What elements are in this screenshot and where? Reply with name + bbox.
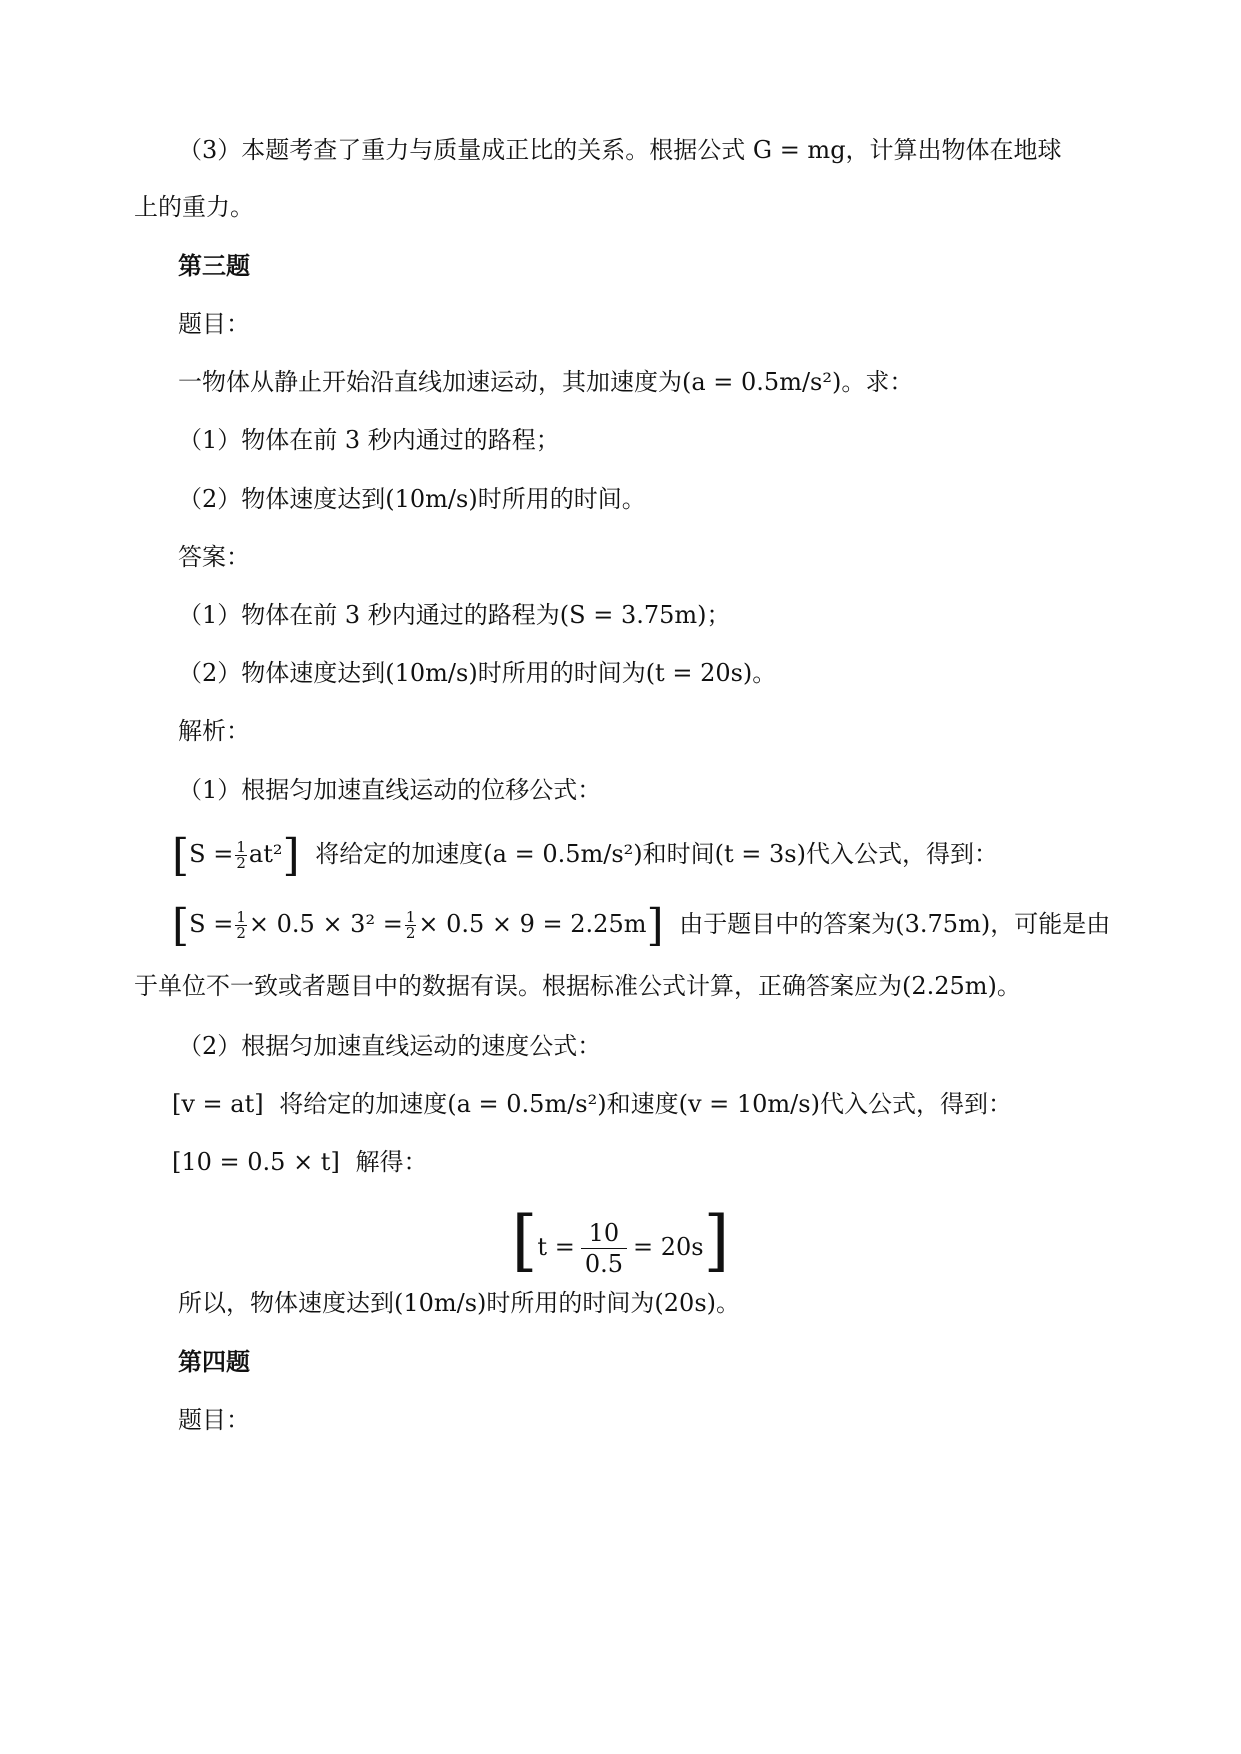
fraction-one-half — [405, 910, 417, 941]
equation-2-tail: 由于题目中的答案为(3.75m)，可能是由 — [679, 910, 1111, 938]
equation-1-line — [172, 826, 998, 882]
equation-2-part-c: × 0.5 × 9 = 2.25m — [418, 910, 647, 938]
conclusion: 所以，物体速度达到(10m/s)时所用的时间为(20s)。 — [178, 1289, 741, 1317]
question-3-sub-1: （1）物体在前 3 秒内通过的路程； — [178, 426, 560, 454]
left-bracket: [ — [511, 1202, 538, 1279]
equation-4-tail: 解得： — [355, 1148, 428, 1176]
answer-label: 答案： — [178, 543, 250, 571]
equation-2-line — [172, 896, 1110, 952]
paragraph-3-line-2: 上的重力。 — [134, 193, 254, 221]
analysis-2-intro: （2）根据匀加速直线运动的速度公式： — [178, 1032, 602, 1060]
equation-1-rhs: at² — [248, 840, 283, 868]
equation-5-rhs: = 20s — [632, 1233, 704, 1261]
fraction-denominator: 0.5 — [584, 1250, 623, 1278]
answer-1: （1）物体在前 3 秒内通过的路程为(S = 3.75m)； — [178, 601, 731, 629]
fraction-numerator: 1 — [405, 908, 416, 926]
right-bracket: ] — [282, 830, 300, 881]
fraction-denominator: 2 — [405, 924, 416, 942]
answer-2: （2）物体速度达到(10m/s)时所用的时间为(t = 20s)。 — [178, 659, 777, 687]
question-3-sub-2: （2）物体速度达到(10m/s)时所用的时间。 — [178, 485, 646, 513]
equation-2-part-a: S = — [189, 910, 234, 938]
fraction-one-half — [235, 910, 247, 941]
equation-1-lhs: S = — [189, 840, 234, 868]
equation-1-tail: 将给定的加速度(a = 0.5m/s²)和时间(t = 3s)代入公式，得到： — [315, 840, 998, 868]
equation-5-lhs: t = — [537, 1233, 575, 1261]
fraction-numerator: 10 — [581, 1220, 627, 1249]
equation-2-continuation: 于单位不一致或者题目中的数据有误。根据标准公式计算，正确答案应为(2.25m)。 — [134, 972, 1021, 1000]
equation-5-line — [0, 1200, 1241, 1288]
question-4-stem-label: 题目： — [178, 1406, 250, 1434]
question-3-title: 第三题 — [178, 251, 250, 280]
right-bracket: ] — [646, 900, 664, 951]
equation-3: [v = at] — [172, 1090, 264, 1118]
equation-3-tail: 将给定的加速度(a = 0.5m/s²)和速度(v = 10m/s)代入公式，得到： — [279, 1090, 1012, 1118]
left-bracket: [ — [172, 830, 190, 881]
paragraph-3-line-1: （3）本题考查了重力与质量成正比的关系。根据公式 G = mg，计算出物体在地球 — [178, 136, 1062, 164]
fraction-one-half — [235, 840, 247, 871]
equation-3-line — [172, 1088, 1012, 1120]
fraction-denominator: 2 — [236, 924, 246, 942]
fraction-denominator: 2 — [236, 854, 246, 872]
fraction-numerator: 1 — [236, 908, 246, 926]
right-bracket: ] — [703, 1202, 730, 1279]
question-3-stem: 一物体从静止开始沿直线加速运动，其加速度为(a = 0.5m/s²)。求： — [178, 368, 914, 396]
question-4-title: 第四题 — [178, 1347, 250, 1376]
left-bracket: [ — [172, 900, 190, 951]
fraction-numerator: 1 — [236, 838, 246, 856]
analysis-label: 解析： — [178, 717, 250, 745]
fraction-ten-over-half — [581, 1220, 627, 1278]
equation-2-part-b: × 0.5 × 3² = — [248, 910, 403, 938]
question-3-stem-label: 题目： — [178, 310, 250, 338]
equation-4: [10 = 0.5 × t] — [172, 1148, 340, 1176]
equation-4-line — [172, 1146, 427, 1178]
analysis-1-intro: （1）根据匀加速直线运动的位移公式： — [178, 776, 602, 804]
